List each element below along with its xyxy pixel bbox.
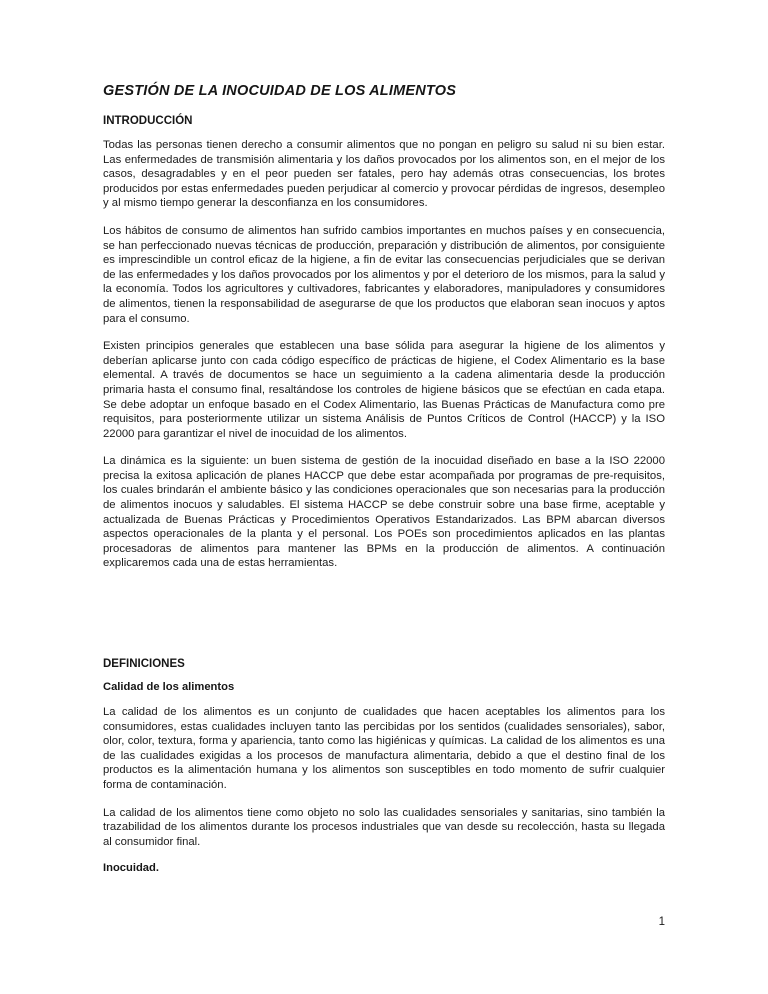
- body-paragraph: Existen principios generales que establecen una base sólida para asegurar la higiene de los alimentos y deberían aplicarse junto con cada código específico de prácticas de higiene, el Codex Alimentario es la base elemental. A través de documentos se hace un seguimiento a la cadena alimentaria desde la producción primaria hasta el consumo final, resaltándose los controles de higiene básicos que se efectúan en cada etapa. Se debe adoptar un enfoque basado en el Codex Alimentario, las Buenas Prácticas de Manufactura como pre requisitos, para posteriormente utilizar un sistema Análisis de Puntos Críticos de Control (HACCP) y la ISO 22000 para garantizar el nivel de inocuidad de los alimentos.: [103, 340, 665, 440]
- body-paragraph: La calidad de los alimentos es un conjunto de cualidades que hacen aceptables los alimentos para los consumidores, estas cualidades incluyen tanto las percibidas por los sentidos (cualidades sensoriales), sabor, olor, color, textura, forma y apariencia, tanto como las higiénicas y químicas. La calidad de los alimentos es una de las cualidades exigidas a los procesos de manufactura alimentaria, debido a que el destino final de los productos es la alimentación humana y los alimentos son susceptibles en todo momento de sufrir cualquier forma de contaminación.: [103, 706, 665, 791]
- subsection-heading-calidad: Calidad de los alimentos: [103, 681, 235, 694]
- document-title: GESTIÓN DE LA INOCUIDAD DE LOS ALIMENTOS: [103, 83, 457, 99]
- section-heading-introduccion: INTRODUCCIÓN: [103, 115, 193, 127]
- page-number: 1: [658, 916, 665, 928]
- section-heading-definiciones: DEFINICIONES: [103, 658, 185, 671]
- body-paragraph: Los hábitos de consumo de alimentos han sufrido cambios importantes en muchos países y en consecuencia, se han perfeccionado nuevas técnicas de producción, preparación y distribución de alimentos, por consiguiente es imprescindible un control eficaz de la higiene, a fin de evitar las consecuencias perjudiciales que se derivan de las enfermedades y los daños provocados por los alimentos y por el deterioro de los mismos, para la salud y la economía. Todos los agricultores y cultivadores, fabricantes y elaboradores, manipuladores y consumidores de alimentos, tienen la responsabilidad de asegurarse de que los productos que elaboran sean inocuos y aptos para el consumo.: [103, 224, 665, 325]
- body-paragraph: Todas las personas tienen derecho a consumir alimentos que no pongan en peligro su salud ni su bien estar. Las enfermedades de transmisión alimentaria y los daños provocados por los alimentos son, en el mejor de los casos, desagradables y en el peor pueden ser fatales, pero hay además otras consecuencias, los brotes producidos por estas enfermedades pueden perjudicar al comercio y provocar pérdidas de ingresos, desempleo y al mismo tiempo generar la desconfianza en los consumidores.: [103, 139, 665, 210]
- body-paragraph: La dinámica es la siguiente: un buen sistema de gestión de la inocuidad diseñado en base a la ISO 22000 precisa la exitosa aplicación de planes HACCP que debe estar acompañada por programas de pre-requisitos, los cuales brindarán el ambiente básico y las condiciones operacionales que son necesarias para la producción de alimentos inocuos y saludables. El sistema HACCP se debe construir sobre una base firme, aceptable y actualizada de Buenas Prácticas y Procedimientos Operativos Estandarizados. Las BPM abarcan diversos aspectos operacionales de la planta y el personal. Los POEs son procedimientos aplicados en las plantas procesadoras de alimentos para mantener las BPMs en la producción de alimentos. A continuación explicaremos cada una de estas herramientas.: [103, 455, 665, 570]
- section-gap: [103, 584, 665, 658]
- body-paragraph: La calidad de los alimentos tiene como objeto no solo las cualidades sensoriales y sanitarias, sino también la trazabilidad de los alimentos durante los procesos industriales que van desde su recolección, hasta su llegada al consumidor final.: [103, 806, 665, 848]
- subsection-heading-inocuidad: Inocuidad.: [103, 862, 159, 875]
